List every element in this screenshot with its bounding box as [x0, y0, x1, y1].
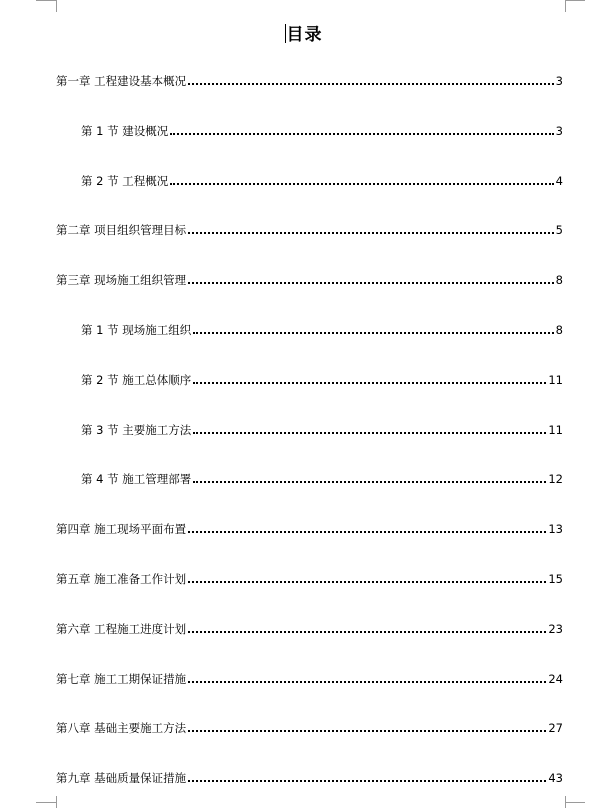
toc-entry-label: 第六章 工程施工进度计划 [56, 622, 187, 636]
toc-dot-leader [193, 332, 553, 334]
toc-dot-leader [188, 780, 546, 782]
toc-entry-page-number: 11 [548, 423, 563, 437]
crop-mark-bottom-right-v [565, 796, 566, 808]
toc-entry[interactable] [0, 269, 607, 287]
toc-entry-label: 第四章 施工现场平面布置 [56, 522, 187, 536]
toc-entry[interactable] [0, 468, 607, 486]
toc-entry-label: 第 1 节 建设概况 [81, 124, 169, 138]
crop-mark-top-left-v [56, 0, 57, 12]
crop-mark-top-left [36, 0, 56, 1]
toc-dot-leader [193, 432, 546, 434]
toc-entry-page-number: 15 [548, 572, 563, 586]
toc-entry[interactable] [0, 568, 607, 586]
toc-entry-page-number: 27 [548, 721, 563, 735]
toc-entry[interactable] [0, 70, 607, 88]
toc-dot-leader [188, 282, 554, 284]
toc-entry-page-number: 24 [548, 672, 563, 686]
toc-dot-leader [188, 631, 546, 633]
toc-entry-label: 第二章 项目组织管理目标 [56, 223, 187, 237]
toc-entry-page-number: 5 [555, 223, 563, 237]
toc-dot-leader [193, 382, 546, 384]
toc-entry-page-number: 13 [548, 522, 563, 536]
toc-heading [0, 20, 607, 45]
toc-entry-label: 第八章 基础主要施工方法 [56, 721, 187, 735]
toc-heading-text: 目录 [286, 25, 323, 45]
toc-dot-leader [170, 133, 553, 135]
toc-entry[interactable] [0, 170, 607, 188]
toc-entry-label: 第 4 节 施工管理部署 [81, 472, 192, 486]
toc-entry-page-number: 11 [548, 373, 563, 387]
toc-entry-page-number: 3 [555, 74, 563, 88]
toc-dot-leader [170, 183, 553, 185]
crop-mark-bottom-left-v [56, 796, 57, 808]
toc-entry-page-number: 3 [555, 124, 563, 138]
toc-entry-label: 第五章 施工准备工作计划 [56, 572, 187, 586]
toc-dot-leader [188, 83, 554, 85]
toc-entry-label: 第 2 节 工程概况 [81, 174, 169, 188]
toc-entry-page-number: 4 [555, 174, 563, 188]
toc-entry[interactable] [0, 120, 607, 138]
toc-entry[interactable] [0, 668, 607, 686]
toc-entry-page-number: 12 [548, 472, 563, 486]
toc-entry-label: 第九章 基础质量保证措施 [56, 771, 187, 785]
toc-entry-label: 第 3 节 主要施工方法 [81, 423, 192, 437]
toc-entry[interactable] [0, 319, 607, 337]
toc-entry-label: 第一章 工程建设基本概况 [56, 74, 187, 88]
toc-entry-page-number: 43 [548, 771, 563, 785]
toc-entry[interactable] [0, 369, 607, 387]
toc-dot-leader [188, 681, 546, 683]
toc-entry-page-number: 8 [555, 323, 563, 337]
toc-dot-leader [188, 232, 554, 234]
toc-entry-label: 第七章 施工工期保证措施 [56, 672, 187, 686]
toc-entry[interactable] [0, 767, 607, 785]
crop-mark-top-right-v [565, 0, 566, 12]
toc-dot-leader [188, 730, 546, 732]
toc-entry[interactable] [0, 219, 607, 237]
crop-mark-bottom-left [36, 802, 56, 803]
toc-entry-label: 第三章 现场施工组织管理 [56, 273, 187, 287]
toc-entry[interactable] [0, 717, 607, 735]
toc-dot-leader [188, 531, 546, 533]
toc-entry[interactable] [0, 518, 607, 536]
text-cursor [285, 24, 286, 43]
toc-entry-page-number: 23 [548, 622, 563, 636]
toc-entry[interactable] [0, 618, 607, 636]
toc-dot-leader [188, 581, 546, 583]
crop-mark-bottom-right [565, 802, 585, 803]
toc-entry-label: 第 1 节 现场施工组织 [81, 323, 192, 337]
toc-dot-leader [193, 481, 546, 483]
crop-mark-top-right [565, 0, 585, 1]
toc-entry[interactable] [0, 419, 607, 437]
toc-entry-page-number: 8 [555, 273, 563, 287]
toc-entry-label: 第 2 节 施工总体顺序 [81, 373, 192, 387]
